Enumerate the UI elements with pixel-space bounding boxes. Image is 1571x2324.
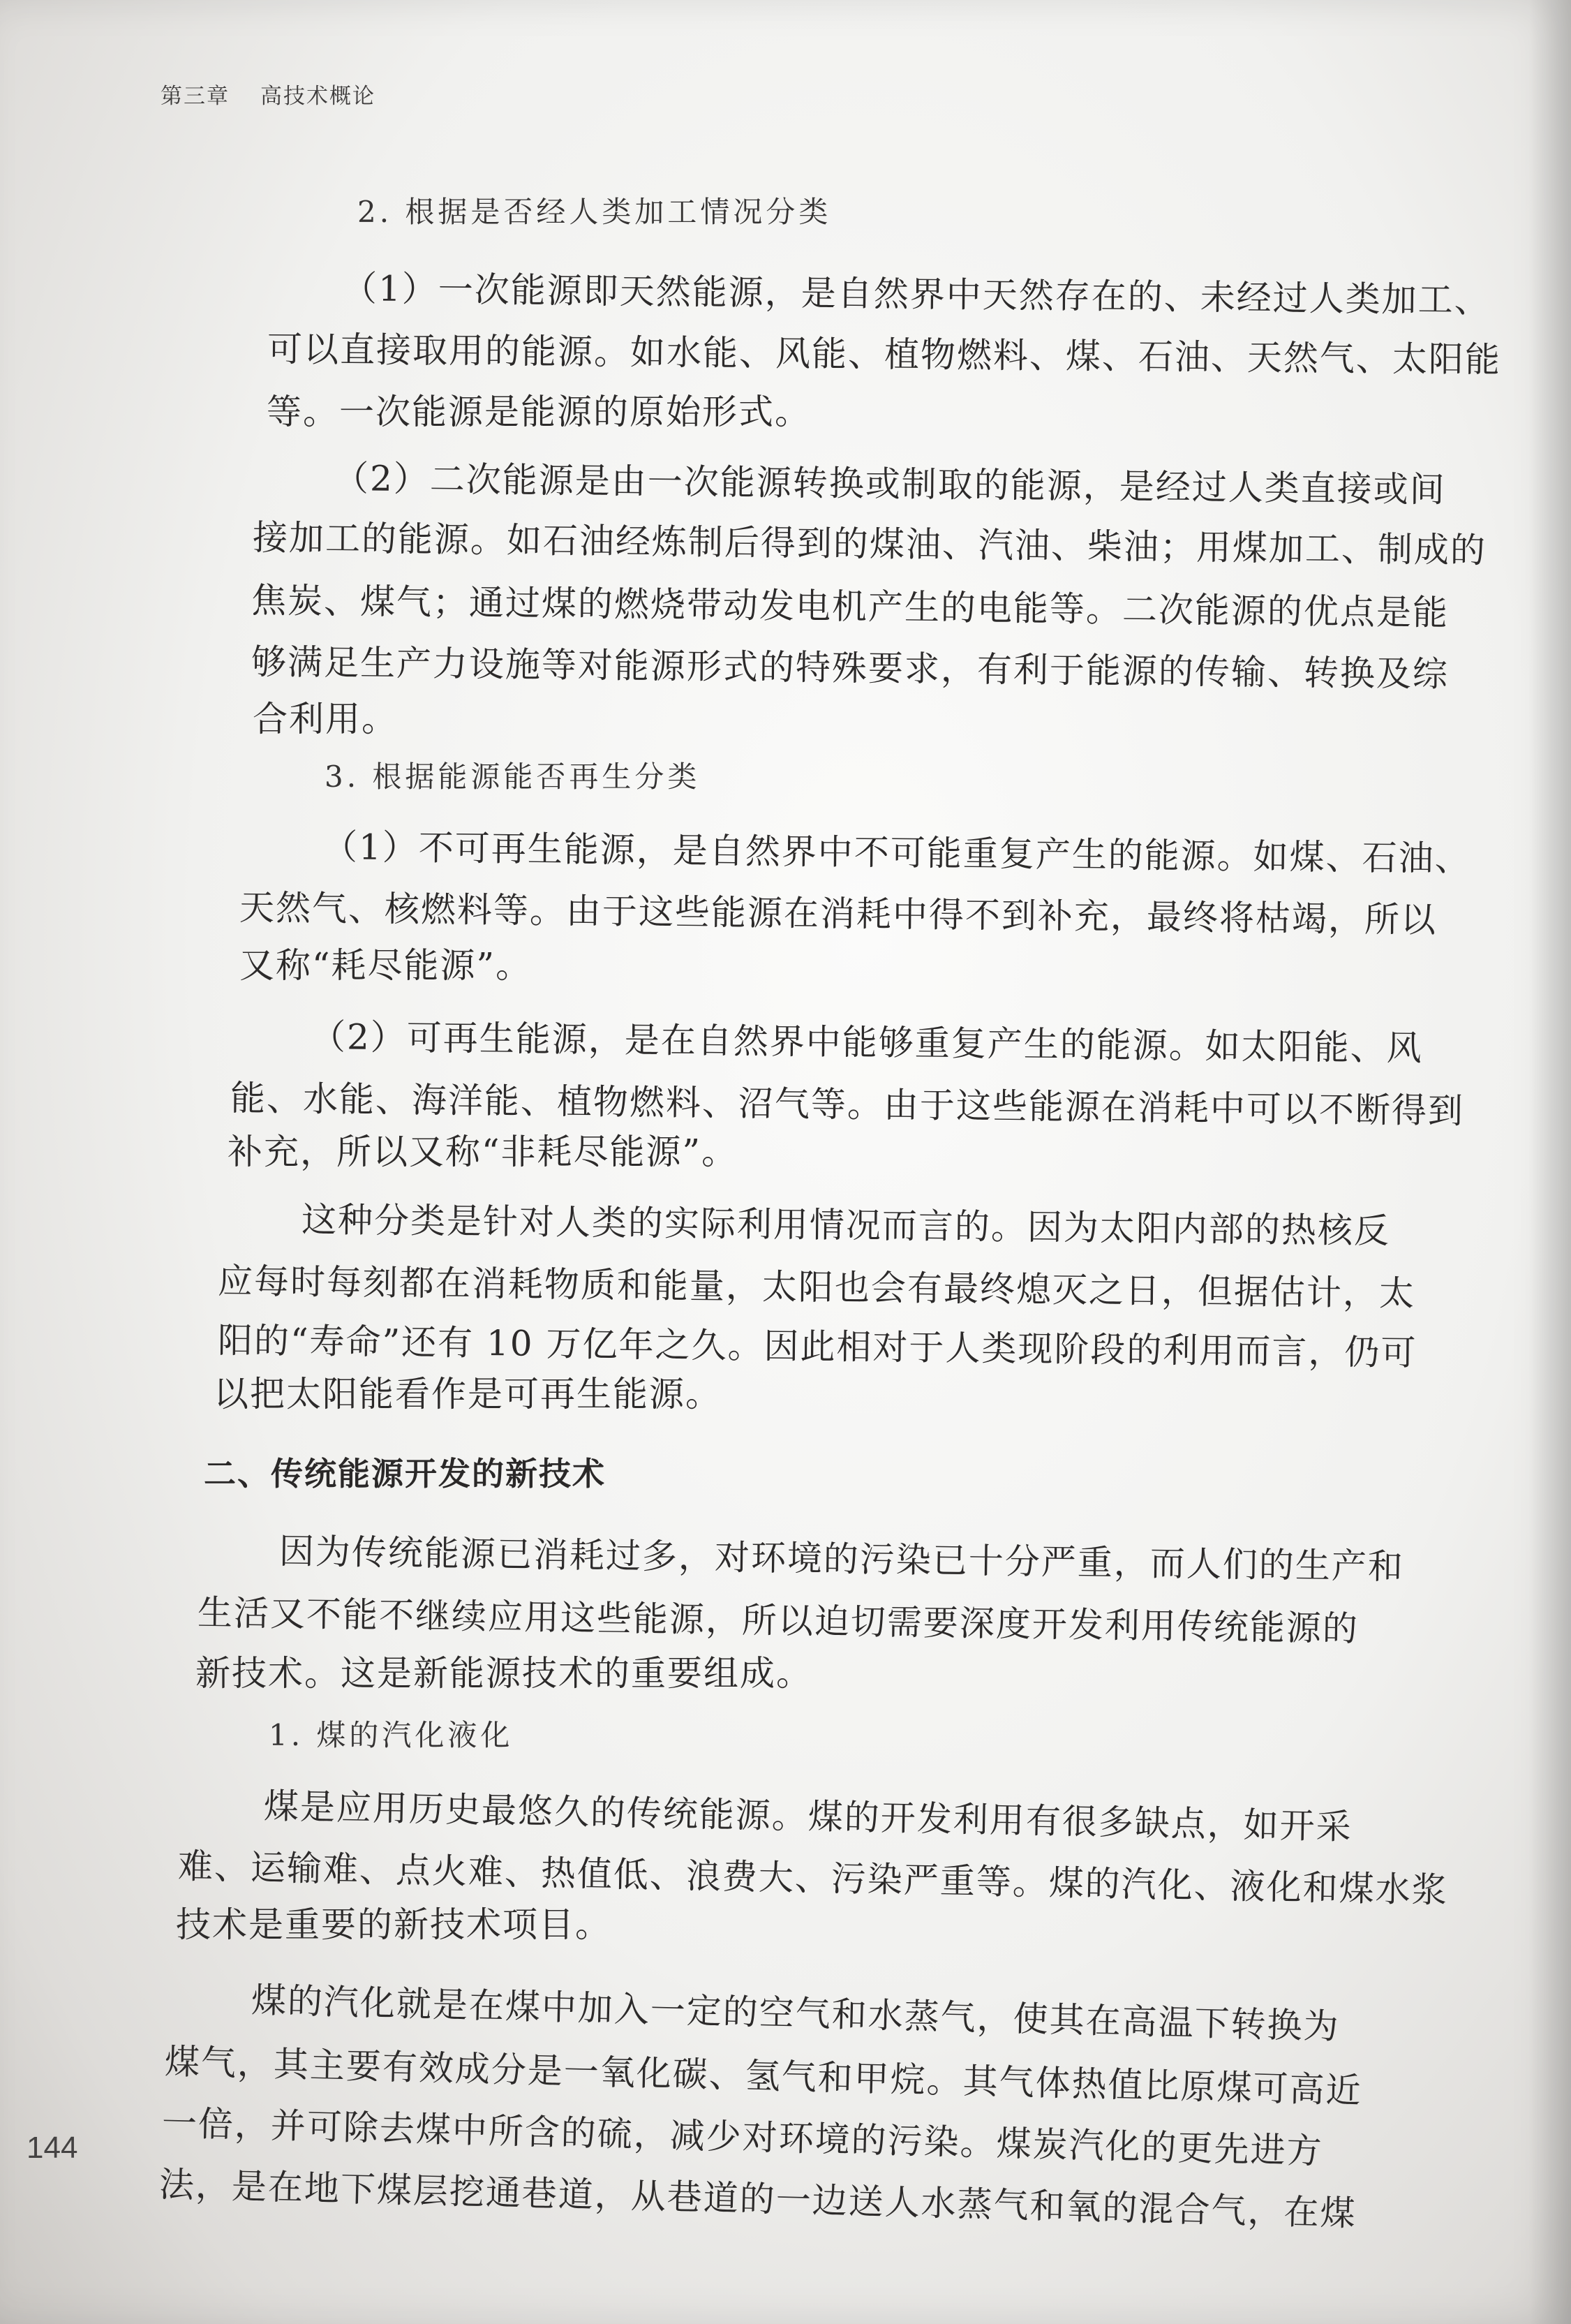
text-line: 因为传统能源已消耗过多，对环境的污染已十分严重，而人们的生产和 (278, 1531, 1405, 1587)
subheading-3: 3. 根据能源能否再生分类 (325, 760, 701, 794)
text-line: （2）二次能源是由一次能源转换或制取的能源，是经过人类直接或间 (333, 458, 1447, 510)
text-line: 能、水能、海洋能、植物燃料、沼气等。由于这些能源在消耗中可以不断得到 (230, 1078, 1465, 1132)
subheading-2: 2. 根据是否经人类加工情况分类 (357, 195, 832, 229)
text-line: 煤是应用历史最悠久的传统能源。煤的开发利用有很多缺点，如开采 (263, 1786, 1353, 1847)
text-line: 天然气、核燃料等。由于这些能源在消耗中得不到补充，最终将枯竭，所以 (239, 887, 1438, 940)
text-line: 阳的“寿命”还有 10 万亿年之久。因此相对于人类现阶段的利用而言，仍可 (217, 1320, 1417, 1373)
text-line: （1）不可再生能源，是自然界中不可能重复产生的能源。如煤、石油、 (322, 827, 1472, 880)
text-line: 可以直接取用的能源。如水能、风能、植物燃料、煤、石油、天然气、太阳能 (267, 329, 1502, 380)
text-line: 够满足生产力设施等对能源形式的特殊要求，有利于能源的传输、转换及综 (251, 642, 1450, 695)
chapter-title: 高技术概论 (260, 84, 375, 109)
section-heading: 二、传统能源开发的新技术 (204, 1455, 606, 1493)
text-line: 生活又不能不继续应用这些能源，所以迫切需要深度开发利用传统能源的 (197, 1592, 1360, 1650)
text-line: 煤的汽化就是在煤中加入一定的空气和水蒸气，使其在高温下转换为 (251, 1980, 1341, 2048)
page-edge-shadow (1529, 0, 1571, 2324)
text-line: 煤气，其主要有效成分是一氧化碳、氢气和甲烷。其气体热值比原煤可高近 (164, 2041, 1363, 2111)
text-line: 以把太阳能看作是可再生能源。 (214, 1374, 722, 1414)
text-line: 新技术。这是新能源技术的重要组成。 (195, 1653, 812, 1694)
text-line: 焦炭、煤气；通过煤的燃烧带动发电机产生的电能等。二次能源的优点是能 (251, 580, 1450, 633)
text-line: 难、运输难、点火难、热值低、浪费大、污染严重等。煤的汽化、液化和煤水浆 (177, 1846, 1449, 1911)
text-line: 这种分类是针对人类的实际利用情况而言的。因为太阳内部的热核反 (301, 1199, 1391, 1252)
text-line: 接加工的能源。如石油经炼制后得到的煤油、汽油、柴油；用煤加工、制成的 (252, 517, 1487, 571)
text-line: （2）可再生能源，是在自然界中能够重复产生的能源。如太阳能、风 (310, 1016, 1424, 1069)
text-line: 等。一次能源是能源的原始形式。 (267, 392, 811, 432)
text-line: 合利用。 (253, 699, 398, 739)
text-line: 一倍，并可除去煤中所含的硫，减少对环境的污染。煤炭汽化的更先进方 (161, 2103, 1324, 2172)
subheading-coal-gasification: 1. 煤的汽化液化 (269, 1718, 514, 1752)
text-line: 法，是在地下煤层挖通巷道，从巷道的一边送人水蒸气和氧的混合气，在煤 (158, 2164, 1357, 2234)
text-line: 应每时每刻都在消耗物质和能量，太阳也会有最终熄灭之日，但据估计，太 (217, 1261, 1416, 1314)
chapter-label: 第三章 (161, 84, 230, 109)
text-line: 又称“耗尽能源”。 (239, 945, 533, 986)
text-line: 技术是重要的新技术项目。 (176, 1904, 611, 1945)
page-number: 144 (27, 2131, 78, 2165)
text-line: 补充，所以又称“非耗尽能源”。 (228, 1132, 738, 1172)
text-line: （1）一次能源即天然能源，是自然界中天然存在的、未经过人类加工、 (341, 268, 1491, 321)
